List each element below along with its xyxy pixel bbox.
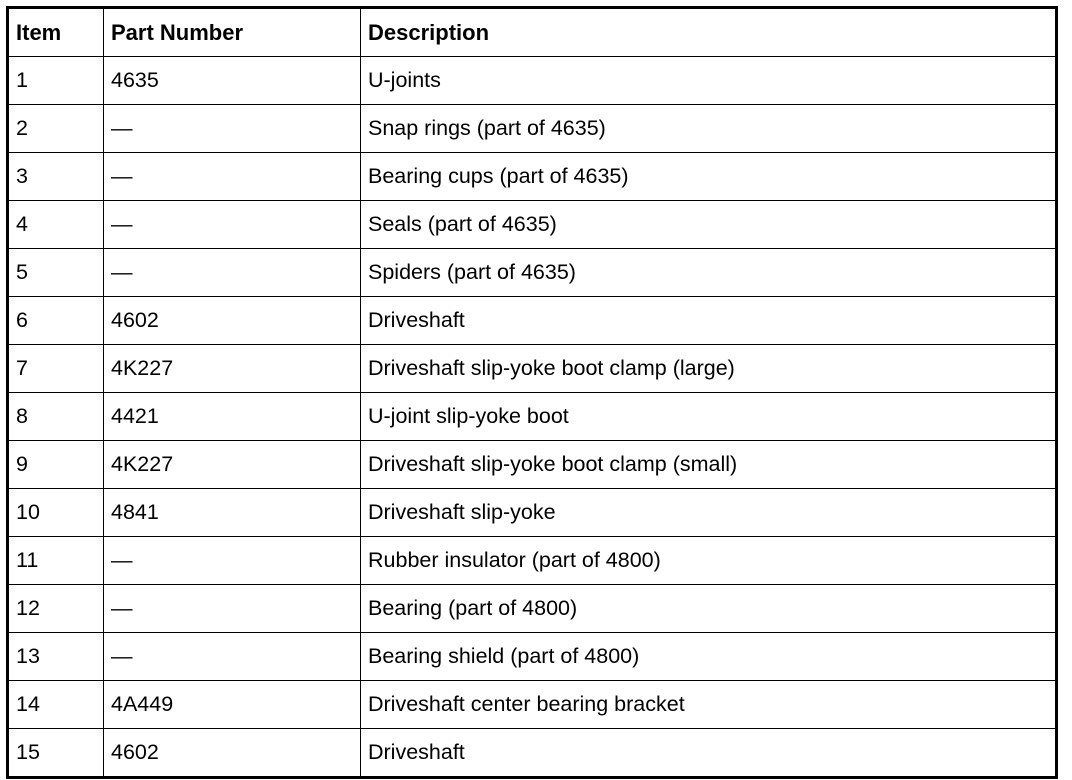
item-cell: 8 [8, 393, 104, 441]
column-header-description: Description [361, 8, 1057, 57]
item-cell: 12 [8, 585, 104, 633]
part-number-cell: 4841 [104, 489, 361, 537]
item-cell: 10 [8, 489, 104, 537]
part-number-cell: 4602 [104, 297, 361, 345]
table-row [8, 105, 1057, 153]
part-number-cell: — [104, 105, 361, 153]
table-row [8, 729, 1057, 778]
item-cell: 4 [8, 201, 104, 249]
description-cell: U-joints [361, 57, 1057, 105]
description-cell: Bearing (part of 4800) [361, 585, 1057, 633]
description-cell: Bearing shield (part of 4800) [361, 633, 1057, 681]
item-cell: 14 [8, 681, 104, 729]
item-cell: 9 [8, 441, 104, 489]
part-number-cell: 4A449 [104, 681, 361, 729]
description-cell: U-joint slip-yoke boot [361, 393, 1057, 441]
part-number-cell: — [104, 153, 361, 201]
description-cell: Snap rings (part of 4635) [361, 105, 1057, 153]
table-row [8, 153, 1057, 201]
part-number-cell: — [104, 201, 361, 249]
parts-table [6, 6, 1058, 779]
table-row [8, 297, 1057, 345]
part-number-cell: — [104, 585, 361, 633]
column-header-part-number: Part Number [104, 8, 361, 57]
table-row [8, 633, 1057, 681]
description-cell: Driveshaft [361, 729, 1057, 778]
item-cell: 2 [8, 105, 104, 153]
part-number-cell: 4K227 [104, 345, 361, 393]
description-cell: Rubber insulator (part of 4800) [361, 537, 1057, 585]
table-row [8, 249, 1057, 297]
table-row [8, 489, 1057, 537]
description-cell: Bearing cups (part of 4635) [361, 153, 1057, 201]
item-cell: 11 [8, 537, 104, 585]
description-cell: Driveshaft center bearing bracket [361, 681, 1057, 729]
column-header-item: Item [8, 8, 104, 57]
table-row [8, 537, 1057, 585]
part-number-cell: 4421 [104, 393, 361, 441]
table-row [8, 201, 1057, 249]
item-cell: 1 [8, 57, 104, 105]
item-cell: 15 [8, 729, 104, 778]
description-cell: Driveshaft slip-yoke boot clamp (small) [361, 441, 1057, 489]
table-body [8, 57, 1057, 778]
item-cell: 3 [8, 153, 104, 201]
part-number-cell: 4K227 [104, 441, 361, 489]
part-number-cell: — [104, 537, 361, 585]
table-row [8, 441, 1057, 489]
table-row [8, 681, 1057, 729]
description-cell: Spiders (part of 4635) [361, 249, 1057, 297]
table-row [8, 345, 1057, 393]
description-cell: Seals (part of 4635) [361, 201, 1057, 249]
description-cell: Driveshaft slip-yoke [361, 489, 1057, 537]
table-header-row [8, 8, 1057, 57]
item-cell: 6 [8, 297, 104, 345]
part-number-cell: 4602 [104, 729, 361, 778]
item-cell: 7 [8, 345, 104, 393]
table-row [8, 57, 1057, 105]
part-number-cell: — [104, 249, 361, 297]
table-row [8, 585, 1057, 633]
item-cell: 13 [8, 633, 104, 681]
part-number-cell: 4635 [104, 57, 361, 105]
table-row [8, 393, 1057, 441]
description-cell: Driveshaft slip-yoke boot clamp (large) [361, 345, 1057, 393]
part-number-cell: — [104, 633, 361, 681]
item-cell: 5 [8, 249, 104, 297]
description-cell: Driveshaft [361, 297, 1057, 345]
